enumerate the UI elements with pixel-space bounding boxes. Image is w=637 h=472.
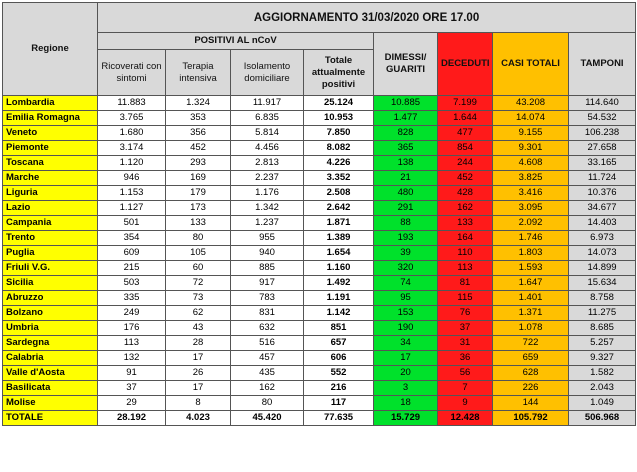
casi-totali-cell: 9.155: [493, 126, 569, 141]
tamponi-cell: 11.275: [569, 306, 636, 321]
terapia-cell: 26: [166, 366, 231, 381]
ricoverati-cell: 1.127: [98, 201, 166, 216]
total-totale-positivi-cell: 77.635: [304, 411, 374, 426]
terapia-cell: 1.324: [166, 96, 231, 111]
casi-totali-cell: 3.416: [493, 186, 569, 201]
table-row: [3, 306, 636, 321]
table-row: [3, 246, 636, 261]
region-name: Campania: [3, 216, 98, 231]
tamponi-header: TAMPONI: [569, 33, 636, 96]
tamponi-cell: 14.073: [569, 246, 636, 261]
dimessi-cell: 1.477: [374, 111, 438, 126]
totale-positivi-cell: 1.142: [304, 306, 374, 321]
deceduti-cell: 164: [438, 231, 493, 246]
terapia-cell: 62: [166, 306, 231, 321]
casi-totali-cell: 1.078: [493, 321, 569, 336]
region-name: Basilicata: [3, 381, 98, 396]
isolamento-cell: 162: [231, 381, 304, 396]
totale-positivi-cell: 851: [304, 321, 374, 336]
tamponi-cell: 54.532: [569, 111, 636, 126]
ricoverati-cell: 29: [98, 396, 166, 411]
region-header: Regione: [3, 3, 98, 96]
isolamento-cell: 5.814: [231, 126, 304, 141]
total-tamponi-cell: 506.968: [569, 411, 636, 426]
dimessi-cell: 153: [374, 306, 438, 321]
casi-totali-cell: 9.301: [493, 141, 569, 156]
dimessi-cell: 74: [374, 276, 438, 291]
region-name: Toscana: [3, 156, 98, 171]
ricoverati-cell: 1.120: [98, 156, 166, 171]
tamponi-cell: 5.257: [569, 336, 636, 351]
isolamento-header: Isolamento domiciliare: [231, 50, 304, 96]
totale-positivi-cell: 606: [304, 351, 374, 366]
total-dimessi-cell: 15.729: [374, 411, 438, 426]
ricoverati-cell: 113: [98, 336, 166, 351]
terapia-cell: 133: [166, 216, 231, 231]
table-row: [3, 156, 636, 171]
dimessi-cell: 21: [374, 171, 438, 186]
tamponi-cell: 1.049: [569, 396, 636, 411]
dimessi-cell: 95: [374, 291, 438, 306]
table-row: [3, 396, 636, 411]
tamponi-cell: 8.758: [569, 291, 636, 306]
deceduti-cell: 9: [438, 396, 493, 411]
total-casi-totali-cell: 105.792: [493, 411, 569, 426]
dimessi-cell: 34: [374, 336, 438, 351]
tamponi-cell: 106.238: [569, 126, 636, 141]
isolamento-cell: 632: [231, 321, 304, 336]
dimessi-cell: 291: [374, 201, 438, 216]
ricoverati-cell: 503: [98, 276, 166, 291]
isolamento-cell: 2.813: [231, 156, 304, 171]
tamponi-cell: 14.403: [569, 216, 636, 231]
deceduti-cell: 113: [438, 261, 493, 276]
dimessi-cell: 18: [374, 396, 438, 411]
terapia-cell: 452: [166, 141, 231, 156]
table-row: [3, 171, 636, 186]
terapia-cell: 17: [166, 381, 231, 396]
ricoverati-cell: 354: [98, 231, 166, 246]
dimessi-cell: 3: [374, 381, 438, 396]
totale-positivi-cell: 117: [304, 396, 374, 411]
deceduti-cell: 244: [438, 156, 493, 171]
casi-header: CASI TOTALI: [493, 33, 569, 96]
totale-positivi-cell: 657: [304, 336, 374, 351]
isolamento-cell: 6.835: [231, 111, 304, 126]
isolamento-cell: 831: [231, 306, 304, 321]
region-name: Lazio: [3, 201, 98, 216]
terapia-cell: 353: [166, 111, 231, 126]
dimessi-cell: 20: [374, 366, 438, 381]
region-name: Bolzano: [3, 306, 98, 321]
tamponi-cell: 2.043: [569, 381, 636, 396]
casi-totali-cell: 2.092: [493, 216, 569, 231]
tamponi-cell: 33.165: [569, 156, 636, 171]
isolamento-cell: 885: [231, 261, 304, 276]
deceduti-cell: 854: [438, 141, 493, 156]
casi-totali-cell: 1.593: [493, 261, 569, 276]
ricoverati-cell: 946: [98, 171, 166, 186]
region-name: Sardegna: [3, 336, 98, 351]
deceduti-cell: 7: [438, 381, 493, 396]
totale-positivi-cell: 2.642: [304, 201, 374, 216]
dimessi-cell: 10.885: [374, 96, 438, 111]
casi-totali-cell: 3.095: [493, 201, 569, 216]
deceduti-cell: 1.644: [438, 111, 493, 126]
isolamento-cell: 1.342: [231, 201, 304, 216]
tamponi-cell: 15.634: [569, 276, 636, 291]
region-name: Puglia: [3, 246, 98, 261]
region-name: Calabria: [3, 351, 98, 366]
table-row: [3, 231, 636, 246]
ricoverati-cell: 249: [98, 306, 166, 321]
deceduti-cell: 110: [438, 246, 493, 261]
dimessi-cell: 365: [374, 141, 438, 156]
ricoverati-cell: 3.174: [98, 141, 166, 156]
deceduti-cell: 76: [438, 306, 493, 321]
casi-totali-cell: 659: [493, 351, 569, 366]
table-row: [3, 186, 636, 201]
tamponi-cell: 34.677: [569, 201, 636, 216]
region-name: Umbria: [3, 321, 98, 336]
terapia-cell: 17: [166, 351, 231, 366]
dimessi-cell: 320: [374, 261, 438, 276]
table-row: [3, 336, 636, 351]
table-row: [3, 276, 636, 291]
dimessi-cell: 193: [374, 231, 438, 246]
region-name: Sicilia: [3, 276, 98, 291]
totale-positivi-cell: 1.191: [304, 291, 374, 306]
isolamento-cell: 2.237: [231, 171, 304, 186]
table-title: AGGIORNAMENTO 31/03/2020 ORE 17.00: [98, 3, 636, 33]
isolamento-cell: 516: [231, 336, 304, 351]
casi-totali-cell: 722: [493, 336, 569, 351]
terapia-cell: 179: [166, 186, 231, 201]
deceduti-header: DECEDUTI: [438, 33, 493, 96]
total-isolamento-cell: 45.420: [231, 411, 304, 426]
totale-positivi-cell: 8.082: [304, 141, 374, 156]
table-row: [3, 381, 636, 396]
totale-positivi-cell: 4.226: [304, 156, 374, 171]
deceduti-cell: 477: [438, 126, 493, 141]
casi-totali-cell: 1.401: [493, 291, 569, 306]
totale-positivi-cell: 1.389: [304, 231, 374, 246]
region-name: Valle d'Aosta: [3, 366, 98, 381]
ricoverati-header: Ricoverati con sintomi: [98, 50, 166, 96]
tamponi-cell: 8.685: [569, 321, 636, 336]
terapia-cell: 72: [166, 276, 231, 291]
totale-positivi-cell: 1.492: [304, 276, 374, 291]
casi-totali-cell: 1.746: [493, 231, 569, 246]
region-name: Piemonte: [3, 141, 98, 156]
tamponi-cell: 114.640: [569, 96, 636, 111]
casi-totali-cell: 43.208: [493, 96, 569, 111]
deceduti-cell: 133: [438, 216, 493, 231]
table-body: [3, 96, 636, 426]
casi-totali-cell: 144: [493, 396, 569, 411]
terapia-cell: 60: [166, 261, 231, 276]
isolamento-cell: 917: [231, 276, 304, 291]
terapia-cell: 8: [166, 396, 231, 411]
table-row: [3, 126, 636, 141]
region-name: Abruzzo: [3, 291, 98, 306]
totale-positivi-cell: 7.850: [304, 126, 374, 141]
ricoverati-cell: 132: [98, 351, 166, 366]
casi-totali-cell: 628: [493, 366, 569, 381]
dimessi-cell: 138: [374, 156, 438, 171]
deceduti-cell: 81: [438, 276, 493, 291]
ricoverati-cell: 37: [98, 381, 166, 396]
isolamento-cell: 435: [231, 366, 304, 381]
deceduti-cell: 162: [438, 201, 493, 216]
positive-group-header: POSITIVI AL nCoV: [98, 33, 374, 50]
casi-totali-cell: 1.803: [493, 246, 569, 261]
tamponi-cell: 27.658: [569, 141, 636, 156]
totals-row: [3, 411, 636, 426]
table-row: [3, 216, 636, 231]
totale-positivi-cell: 1.871: [304, 216, 374, 231]
ricoverati-cell: 91: [98, 366, 166, 381]
isolamento-cell: 4.456: [231, 141, 304, 156]
terapia-cell: 73: [166, 291, 231, 306]
tamponi-cell: 9.327: [569, 351, 636, 366]
dimessi-cell: 828: [374, 126, 438, 141]
region-name: Lombardia: [3, 96, 98, 111]
table-row: [3, 201, 636, 216]
total-terapia-cell: 4.023: [166, 411, 231, 426]
dimessi-header: DIMESSI/ GUARITI: [374, 33, 438, 96]
dimessi-cell: 17: [374, 351, 438, 366]
deceduti-cell: 452: [438, 171, 493, 186]
ricoverati-cell: 1.680: [98, 126, 166, 141]
isolamento-cell: 80: [231, 396, 304, 411]
terapia-cell: 169: [166, 171, 231, 186]
totale-positivi-cell: 25.124: [304, 96, 374, 111]
ricoverati-cell: 501: [98, 216, 166, 231]
region-name: Liguria: [3, 186, 98, 201]
terapia-cell: 28: [166, 336, 231, 351]
region-name: Marche: [3, 171, 98, 186]
casi-totali-cell: 1.647: [493, 276, 569, 291]
table-row: [3, 291, 636, 306]
isolamento-cell: 783: [231, 291, 304, 306]
isolamento-cell: 1.176: [231, 186, 304, 201]
region-name: Emilia Romagna: [3, 111, 98, 126]
total-ricoverati-cell: 28.192: [98, 411, 166, 426]
totale-positivi-cell: 2.508: [304, 186, 374, 201]
totale-positivi-cell: 10.953: [304, 111, 374, 126]
ricoverati-cell: 609: [98, 246, 166, 261]
deceduti-cell: 36: [438, 351, 493, 366]
terapia-cell: 173: [166, 201, 231, 216]
casi-totali-cell: 14.074: [493, 111, 569, 126]
ricoverati-cell: 335: [98, 291, 166, 306]
terapia-cell: 356: [166, 126, 231, 141]
tamponi-cell: 6.973: [569, 231, 636, 246]
table-row: [3, 261, 636, 276]
isolamento-cell: 940: [231, 246, 304, 261]
terapia-cell: 43: [166, 321, 231, 336]
region-name: Veneto: [3, 126, 98, 141]
ricoverati-cell: 1.153: [98, 186, 166, 201]
total-region-name: TOTALE: [3, 411, 98, 426]
deceduti-cell: 31: [438, 336, 493, 351]
dimessi-cell: 39: [374, 246, 438, 261]
total-deceduti-cell: 12.428: [438, 411, 493, 426]
isolamento-cell: 457: [231, 351, 304, 366]
terapia-cell: 80: [166, 231, 231, 246]
totale-positivi-cell: 1.160: [304, 261, 374, 276]
tamponi-cell: 10.376: [569, 186, 636, 201]
dimessi-cell: 480: [374, 186, 438, 201]
tamponi-cell: 14.899: [569, 261, 636, 276]
deceduti-cell: 428: [438, 186, 493, 201]
totale-positivi-cell: 552: [304, 366, 374, 381]
table-row: [3, 321, 636, 336]
casi-totali-cell: 3.825: [493, 171, 569, 186]
terapia-cell: 293: [166, 156, 231, 171]
ricoverati-cell: 11.883: [98, 96, 166, 111]
casi-totali-cell: 4.608: [493, 156, 569, 171]
region-name: Molise: [3, 396, 98, 411]
isolamento-cell: 1.237: [231, 216, 304, 231]
dimessi-cell: 88: [374, 216, 438, 231]
covid-regional-table: [2, 2, 636, 426]
ricoverati-cell: 176: [98, 321, 166, 336]
dimessi-cell: 190: [374, 321, 438, 336]
deceduti-cell: 37: [438, 321, 493, 336]
totale-positivi-cell: 216: [304, 381, 374, 396]
casi-totali-cell: 1.371: [493, 306, 569, 321]
totale-positivi-cell: 3.352: [304, 171, 374, 186]
table-row: [3, 96, 636, 111]
deceduti-cell: 56: [438, 366, 493, 381]
tamponi-cell: 1.582: [569, 366, 636, 381]
totale-positivi-header: Totale attualmente positivi: [304, 50, 374, 96]
table-row: [3, 366, 636, 381]
table-row: [3, 141, 636, 156]
table-row: [3, 351, 636, 366]
deceduti-cell: 7.199: [438, 96, 493, 111]
region-name: Friuli V.G.: [3, 261, 98, 276]
totale-positivi-cell: 1.654: [304, 246, 374, 261]
terapia-header: Terapia intensiva: [166, 50, 231, 96]
isolamento-cell: 955: [231, 231, 304, 246]
terapia-cell: 105: [166, 246, 231, 261]
ricoverati-cell: 3.765: [98, 111, 166, 126]
table-row: [3, 111, 636, 126]
deceduti-cell: 115: [438, 291, 493, 306]
casi-totali-cell: 226: [493, 381, 569, 396]
region-name: Trento: [3, 231, 98, 246]
isolamento-cell: 11.917: [231, 96, 304, 111]
ricoverati-cell: 215: [98, 261, 166, 276]
tamponi-cell: 11.724: [569, 171, 636, 186]
